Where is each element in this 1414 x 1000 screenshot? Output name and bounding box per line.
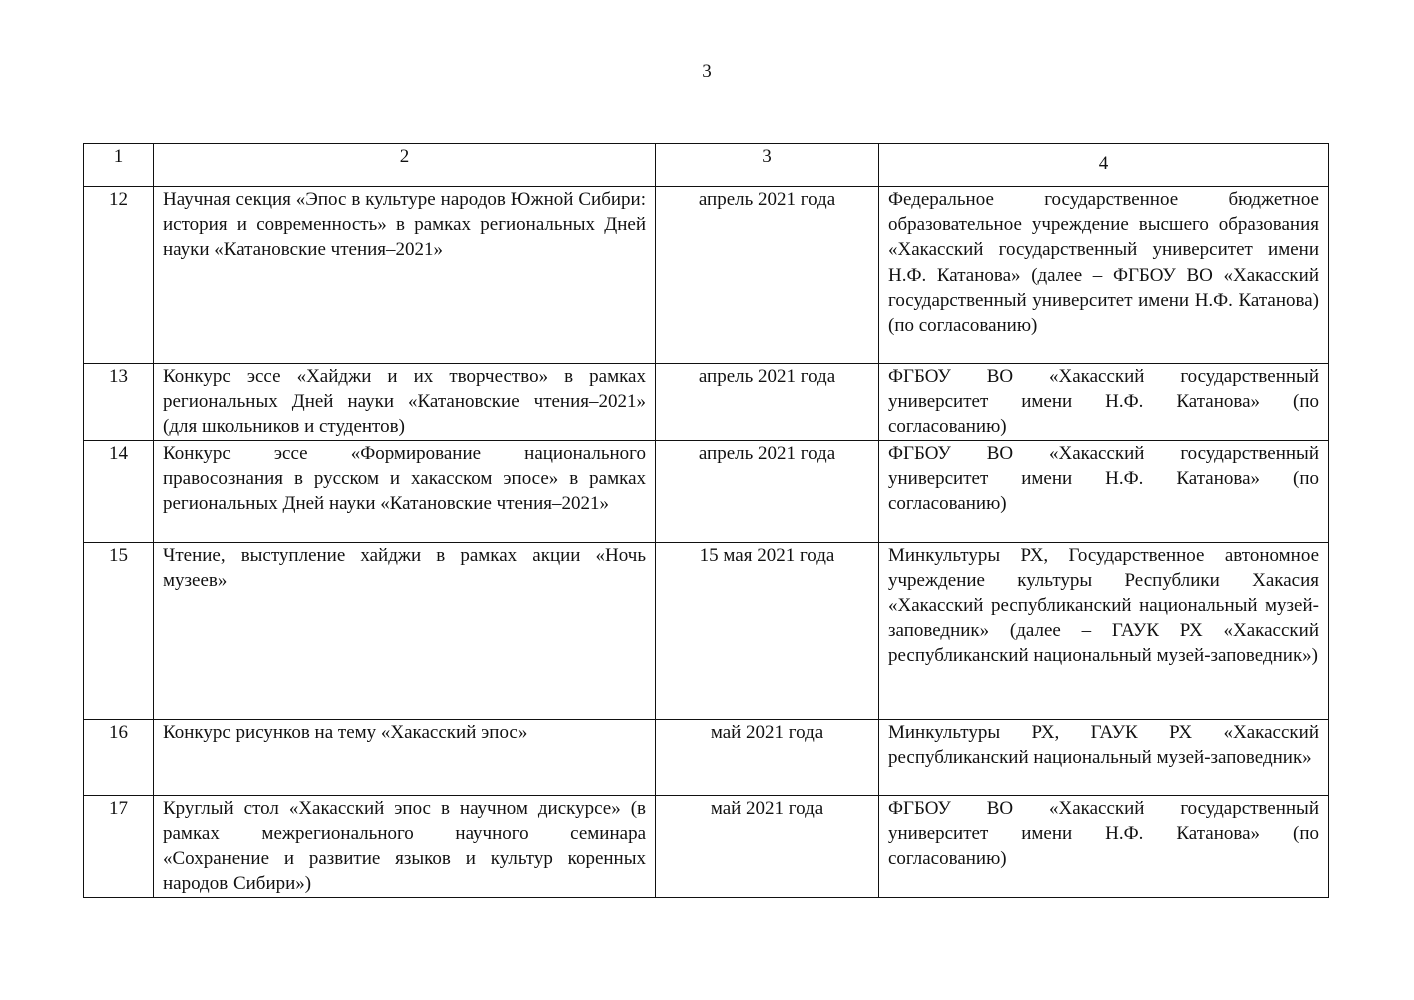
- event-date: май 2021 года: [656, 719, 879, 795]
- table-header-row: [84, 144, 1329, 187]
- column-header-2: 2: [154, 144, 656, 187]
- table-row: [84, 187, 1329, 364]
- event-name: Научная секция «Эпос в культуре народов Южной Сибири: история и современность» в рамках региональных Дней науки «Катановские чтения–2021»: [154, 187, 656, 364]
- event-responsible: ФГБОУ ВО «Хакасский государственный университет имени Н.Ф. Катанова» (по согласованию): [879, 440, 1329, 542]
- event-responsible: ФГБОУ ВО «Хакасский государственный университет имени Н.Ф. Катанова» (по согласованию): [879, 795, 1329, 897]
- event-name: Круглый стол «Хакасский эпос в научном дискурсе» (в рамках межрегионального научного семинара «Сохранение и развитие языков и культур коренных народов Сибири»): [154, 795, 656, 897]
- event-date: май 2021 года: [656, 795, 879, 897]
- event-date: 15 мая 2021 года: [656, 542, 879, 719]
- event-date: апрель 2021 года: [656, 440, 879, 542]
- column-header-4: 4: [879, 144, 1329, 187]
- event-name: Конкурс эссе «Формирование национального правосознания в русском и хакасском эпосе» в рамках региональных Дней науки «Катановские чтения–2021»: [154, 440, 656, 542]
- event-name: Конкурс эссе «Хайджи и их творчество» в рамках региональных Дней науки «Катановские чтения–2021» (для школьников и студентов): [154, 364, 656, 441]
- column-header-1: 1: [84, 144, 154, 187]
- row-number: 14: [84, 440, 154, 542]
- event-responsible: Федеральное государственное бюджетное образовательное учреждение высшего образования «Хакасский государственный университет имени Н.Ф. Катанова» (далее – ФГБОУ ВО «Хакасский государственный университет имени Н.Ф. Катанова) (по согласованию): [879, 187, 1329, 364]
- column-header-3: 3: [656, 144, 879, 187]
- table-row: [84, 542, 1329, 719]
- event-date: апрель 2021 года: [656, 364, 879, 441]
- event-date: апрель 2021 года: [656, 187, 879, 364]
- table-row: [84, 440, 1329, 542]
- table-row: [84, 719, 1329, 795]
- table-row: [84, 364, 1329, 441]
- page-number: 3: [702, 61, 712, 82]
- row-number: 12: [84, 187, 154, 364]
- event-responsible: ФГБОУ ВО «Хакасский государственный университет имени Н.Ф. Катанова» (по согласованию): [879, 364, 1329, 441]
- event-name: Конкурс рисунков на тему «Хакасский эпос»: [154, 719, 656, 795]
- event-name: Чтение, выступление хайджи в рамках акции «Ночь музеев»: [154, 542, 656, 719]
- table-row: [84, 795, 1329, 897]
- row-number: 13: [84, 364, 154, 441]
- event-responsible: Минкультуры РХ, Государственное автономное учреждение культуры Республики Хакасия «Хакасский республиканский национальный музей-заповедник» (далее – ГАУК РХ «Хакасский республиканский национальный музей-заповедник»): [879, 542, 1329, 719]
- event-responsible: Минкультуры РХ, ГАУК РХ «Хакасский республиканский национальный музей-заповедник»: [879, 719, 1329, 795]
- row-number: 15: [84, 542, 154, 719]
- row-number: 16: [84, 719, 154, 795]
- row-number: 17: [84, 795, 154, 897]
- events-table: [83, 143, 1329, 898]
